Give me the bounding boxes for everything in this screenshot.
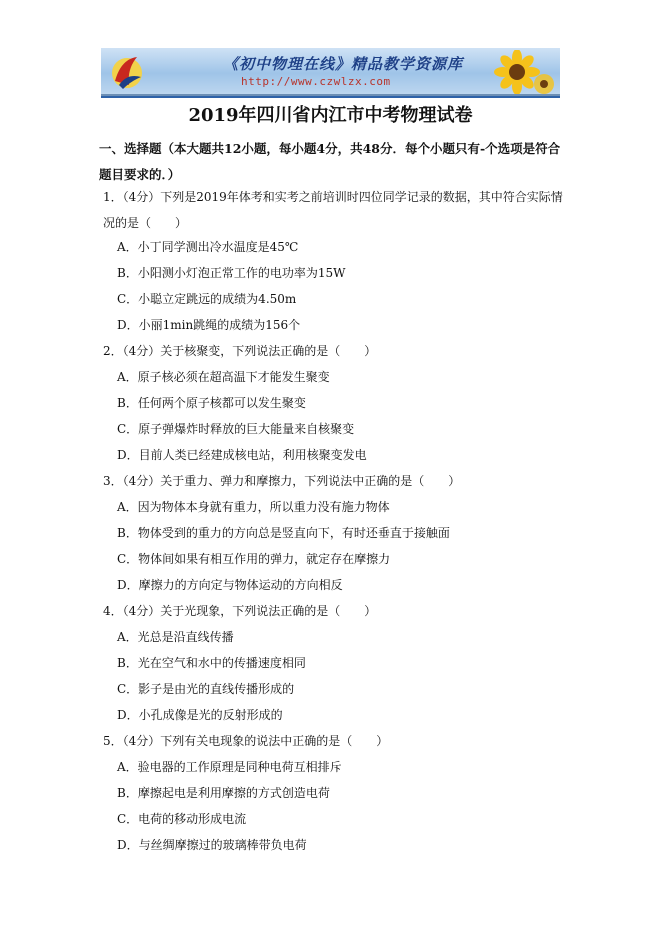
question-5-stem: 5．（4分）下列有关电现象的说法中正确的是（ ） <box>103 734 389 748</box>
page-title: 2019年四川省内江市中考物理试卷 <box>188 105 473 126</box>
question-2-option-a: A．原子核必须在超高温下才能发生聚变 <box>117 370 330 384</box>
question-3-option-d: D．摩擦力的方向定与物体运动的方向相反 <box>117 578 343 592</box>
question-4-stem: 4．（4分）关于光现象，下列说法正确的是（ ） <box>103 604 377 618</box>
question-5-option-a: A．验电器的工作原理是同种电荷互相排斥 <box>117 760 342 774</box>
question-2-option-c: C．原子弹爆炸时释放的巨大能量来自核聚变 <box>117 422 355 436</box>
question-2-option-d: D．目前人类已经建成核电站，利用核聚变发电 <box>117 448 367 462</box>
question-1-option-c: C．小聪立定跳远的成绩为4.50m <box>117 292 297 306</box>
question-4-option-a: A．光总是沿直线传播 <box>117 630 234 644</box>
header-rule <box>101 96 560 98</box>
question-3-stem: 3．（4分）关于重力、弹力和摩擦力，下列说法中正确的是（ ） <box>103 474 461 488</box>
section-heading: 一、选择题（本大题共12小题，每小题4分，共48分．每个小题只有-个选项是符合题目要求的．） <box>99 141 561 182</box>
question-1-stem: 1．（4分）下列是2019年体考和实考之前培训时四位同学记录的数据，其中符合实际情况的是（ ） <box>103 190 563 230</box>
question-2-option-b: B．任何两个原子核都可以发生聚变 <box>117 396 306 410</box>
site-name: 《初中物理在线》精品教学资源库 <box>223 55 464 73</box>
question-3-option-b: B．物体受到的重力的方向总是竖直向下，有时还垂直于接触面 <box>117 526 450 540</box>
site-url: http://www.czwlzx.com <box>241 75 391 88</box>
question-5-option-c: C．电荷的移动形成电流 <box>117 812 247 826</box>
header-banner <box>101 48 560 96</box>
question-2-stem: 2．（4分）关于核聚变，下列说法正确的是（ ） <box>103 344 377 358</box>
site-logo <box>107 51 147 91</box>
question-1-option-a: A．小丁同学测出冷水温度是45℃ <box>117 240 299 254</box>
question-3-option-c: C．物体间如果有相互作用的弹力，就定存在摩擦力 <box>117 552 391 566</box>
question-5-option-d: D．与丝绸摩擦过的玻璃棒带负电荷 <box>117 838 307 852</box>
question-4-option-c: C．影子是由光的直线传播形成的 <box>117 682 295 696</box>
question-1-option-d: D．小丽1min跳绳的成绩为156个 <box>117 318 301 332</box>
question-3-option-a: A．因为物体本身就有重力，所以重力没有施力物体 <box>117 500 390 514</box>
question-5-option-b: B．摩擦起电是利用摩擦的方式创造电荷 <box>117 786 330 800</box>
question-1-option-b: B．小阳测小灯泡正常工作的电功率为15W <box>117 266 346 280</box>
sunflower-image <box>480 50 554 94</box>
question-4-option-d: D．小孔成像是光的反射形成的 <box>117 708 283 722</box>
question-4-option-b: B．光在空气和水中的传播速度相同 <box>117 656 306 670</box>
